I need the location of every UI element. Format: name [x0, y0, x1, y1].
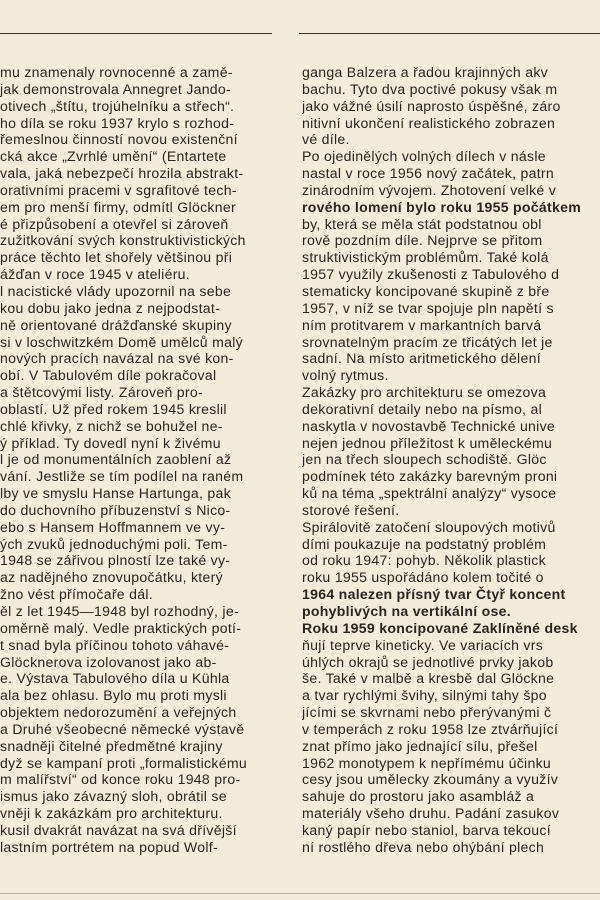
text-line: ebo s Hansem Hoffmannem ve vy- — [0, 518, 226, 535]
text-line: nejen jednou příležitost k uměleckému — [302, 434, 553, 451]
text-line: m malířství“ od konce roku 1948 pro- — [0, 771, 241, 788]
text-line: kusil dvakrát navázat na svá dřívější — [0, 821, 237, 838]
text-line: Po ojedinělých volných dílech v násle — [302, 148, 546, 165]
text-line: řemeslnou činností novou existenční — [0, 131, 238, 148]
top-rule-left — [0, 33, 272, 34]
text-line: ho díla se roku 1937 krylo s rozhod- — [0, 114, 235, 131]
text-line: 1964 nalezen přísný tvar Čtyř koncent — [302, 586, 566, 603]
text-line: roku 1955 uspořádáno kolem točité o — [302, 569, 544, 586]
text-line: l je od monumentálních zaoblení až — [0, 451, 232, 468]
text-line: rově pozdním díle. Nejprve se přitom — [302, 232, 543, 249]
text-line: naskytla v novostavbě Technické unive — [302, 417, 556, 434]
text-line: ých zvuků jednoduchými poli. Tem- — [0, 535, 228, 552]
text-line: úhlých okrajů se jednotlivé prvky jakob — [302, 653, 554, 670]
text-line: oblastí. Už před rokem 1945 kreslil — [0, 400, 227, 417]
text-line: dekorativní detaily nebo na písmo, al — [302, 400, 542, 417]
text-line: práce těchto let shořely většinou při — [0, 249, 233, 266]
text-line: 1957 využily zkušenosti z Tabulového d — [302, 266, 560, 283]
text-line: stematicky koncipované skupině z bře — [302, 282, 550, 299]
text-line: bachu. Tyto dva poctivé pokusy však m — [302, 80, 558, 97]
text-line: e. Výstava Tabulového díla u Kühla — [0, 670, 230, 687]
text-line: a Druhé všeobecné německé výstavě — [0, 720, 245, 737]
text-line: ňují teprve kineticky. Ve variacích vrs — [302, 636, 544, 653]
text-line: ala bez ohlasu. Bylo mu proti mysli — [0, 687, 227, 704]
text-line: kou dobu jako jedna z nejpodstat- — [0, 299, 221, 316]
text-line: em pro menší firmy, odmítl Glöckner — [0, 198, 236, 215]
text-line: 1962 monotypem k nepřímému účinku — [302, 754, 552, 771]
page-bottom-edge — [0, 893, 600, 894]
text-line: pohyblivých na vertikální ose. — [302, 603, 511, 619]
text-line: žno vést přímočaře dál. — [0, 586, 153, 603]
text-line: obí. V Tabulovém díle pokračoval — [0, 367, 217, 384]
text-line: jícími se skvrnami nebo přerývanými č — [302, 704, 552, 721]
text-line: nitivní ukončení realistického zobrazen — [302, 114, 556, 131]
text-line: by, která se měla stát podstatnou obl — [302, 215, 542, 232]
text-line: é přizpůsobení a otevřel si zároveň — [0, 215, 229, 232]
top-rule-right — [299, 33, 600, 34]
text-line: ní rostlého dřeva nebo ohýbání plech — [302, 838, 545, 855]
text-line: a tvar rychlými švihy, silnými tahy špo — [302, 687, 547, 704]
text-line: l nacistické vlády upozornil na sebe — [0, 282, 232, 299]
text-line: še. Také v malbě a kresbě dal Glöckne — [302, 670, 555, 687]
text-line: rového lomení bylo roku 1955 počátkem — [302, 198, 582, 215]
text-line: jako vážné úsilí naprosto úspěšné, záro — [302, 97, 561, 114]
text-line: Glöcknerova izolovanost jako ab- — [0, 653, 217, 670]
text-line: chlé křivky, z nichž se bohužel ne- — [0, 417, 223, 434]
text-line: struktivistickým problémům. Také kolá — [302, 249, 549, 266]
text-line: Zakázky pro architekturu se omezova — [302, 384, 547, 401]
text-line: otivech „štítu, trojúhelníku a střech“. — [0, 97, 235, 114]
text-line: volný rytmus. — [302, 367, 389, 384]
text-line: a štětcovými listy. Zároveň pro- — [0, 384, 203, 401]
text-line: jak demonstrovala Annegret Jando- — [0, 80, 232, 97]
text-line: cesy jsou umělecky zkoumány a využív — [302, 771, 559, 788]
text-line: cká akce „Zvrhlé umění“ (Entartete — [0, 148, 227, 165]
text-line: lby ve smyslu Hanse Hartunga, pak — [0, 485, 231, 502]
text-line: dyž se kampaní proti „formalistickému — [0, 754, 247, 771]
text-line: vněji k zakázkám pro architekturu. — [0, 805, 223, 822]
text-line: t snad byla příčinou tohoto váhavé- — [0, 636, 230, 653]
text-line: ganga Balzera a řadou krajinných akv — [302, 64, 548, 80]
text-line: vala, jaká nebezpečí hrozila abstrakt- — [0, 165, 244, 182]
text-line: si v loschwitzkém Domě umělců malý — [0, 333, 243, 350]
text-line: Spirálovitě zatočení sloupových motivů — [302, 518, 556, 535]
text-line: ním protitvarem v markantních barvá — [302, 316, 542, 333]
text-line: znat přímo jako jednající sílu, přešel — [302, 737, 538, 754]
text-line: 1957, v níž se tvar spojuje pln napětí s — [302, 299, 554, 316]
text-line: od roku 1947: pohyb. Několik plastick — [302, 552, 546, 569]
text-line: snadněji čitelné předmětné krajiny — [0, 737, 223, 754]
text-line: do duchovního příbuzenství s Nico- — [0, 501, 231, 518]
text-line: oměrně malý. Vedle praktických potí- — [0, 619, 242, 636]
text-line: dími poukazuje na podstatný problém — [302, 535, 547, 552]
text-line: sahuje do prostoru jako asambláž a — [302, 788, 535, 805]
text-line: lastním portrétem na popud Wolf- — [0, 838, 218, 855]
text-line: az nadějného znovupočátku, který — [0, 569, 223, 586]
text-line: sadní. Na místo aritmetického dělení — [302, 350, 541, 367]
text-line: 1948 se zářivou plností lze také vy- — [0, 552, 231, 569]
text-line: materiály všeho druhu. Padání zasukov — [302, 805, 560, 822]
text-line: ně orientované drážďanské skupiny — [0, 316, 232, 333]
text-line: ý příklad. Ty dovedl nyní k živému — [0, 434, 221, 451]
text-line: ismus jako závazný sloh, obrátil se — [0, 788, 227, 805]
text-line: srovnatelným pracím ze třicátých let je — [302, 333, 553, 350]
text-line: kaný papír nebo staniol, barva tekoucí — [302, 821, 551, 838]
text-line: jen na třech sloupech schodiště. Glöc — [302, 451, 547, 468]
text-line: nových pracích navázal na své kon- — [0, 350, 234, 367]
text-line: orativními pracemi v sgrafitové tech- — [0, 181, 237, 198]
text-line: vé díle. — [302, 131, 350, 148]
text-line: v temperách z roku 1958 lze ztvárňující — [302, 720, 559, 737]
text-line: vání. Jestliže se tím podílel na raném — [0, 468, 244, 485]
text-line: zinárodním vývojem. Zhotovení velké v — [302, 181, 557, 198]
text-line: ážďan v roce 1945 v ateliéru. — [0, 266, 190, 283]
text-line: mu znamenaly rovnocenné a zamě- — [0, 64, 233, 80]
text-column-right — [302, 64, 600, 856]
text-line: ěl z let 1945—1948 byl rozhodný, je- — [0, 603, 239, 619]
text-line: objektem nedorozumění a veřejných — [0, 704, 237, 721]
text-line: podmínek této zakázky barevným proni — [302, 468, 558, 485]
text-line: nastal v roce 1956 nový začátek, patrn — [302, 165, 555, 182]
text-line: storové řešení. — [302, 501, 400, 518]
text-line: ků na téma „spektrální analýzy“ vysoce — [302, 485, 557, 502]
text-line: zužitkování svých konstruktivistických — [0, 232, 246, 249]
text-line: Roku 1959 koncipované Zaklíněné desk — [302, 619, 578, 636]
text-column-left — [0, 64, 284, 856]
